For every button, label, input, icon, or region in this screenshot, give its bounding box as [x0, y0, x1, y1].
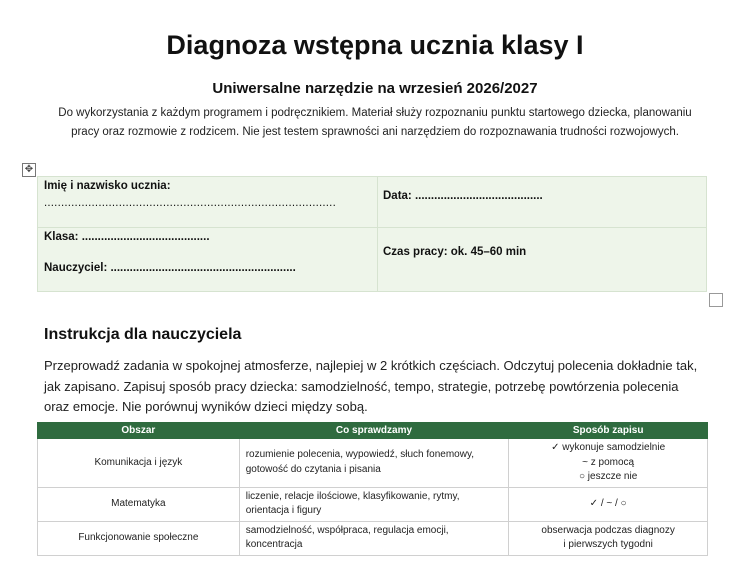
- record-line: obserwacja podczas diagnozy: [541, 524, 675, 536]
- check-cell: rozumienie polecenia, wypowiedź, słuch fonemowy, gotowość do czytania i pisania: [239, 439, 509, 488]
- table-row: [38, 487, 708, 521]
- record-line: ○ jeszcze nie: [578, 471, 638, 482]
- intro-paragraph: Do wykorzystania z każdym programem i podręcznikiem. Materiał służy rozpoznaniu punktu startowego dziecka, planowaniu pracy oraz rozmowie z rodzicem. Nie jest testem sprawności ani narzędziem do rozpoznawania trudności rozwojowych.: [58, 107, 692, 138]
- document-title: Diagnoza wstępna ucznia klasy I: [166, 30, 584, 60]
- column-header-area: Obszar: [38, 423, 240, 439]
- area-cell: Matematyka: [38, 487, 240, 521]
- record-cell: [509, 487, 708, 521]
- record-line: ✓ wykonuje samodzielnie: [551, 442, 666, 453]
- document-subtitle: Uniwersalne narzędzie na wrzesień 2026/2027: [212, 80, 538, 97]
- info-divider-horizontal: [38, 227, 706, 228]
- class-field[interactable]: Klasa: ........................................: [44, 231, 210, 243]
- area-cell: Funkcjonowanie społeczne: [38, 521, 240, 555]
- student-name-label[interactable]: Imię i nazwisko ucznia:: [44, 180, 171, 192]
- table-header-row: [38, 423, 708, 439]
- resize-icon[interactable]: [709, 293, 723, 307]
- table-row: [38, 439, 708, 488]
- instructions-paragraph: Przeprowadź zadania w spokojnej atmosferze, najlepiej w 2 krótkich częściach. Odczytuj polecenia dokładnie tak, jak zapisano. Zapisuj sposób pracy dziecka: samodzielność, tempo, strategie, potrzebę powtórzenia polecenia oraz emocje. Nie porównuj wyników dzieci między sobą.: [44, 358, 698, 414]
- work-time-field: Czas pracy: ok. 45–60 min: [383, 246, 527, 258]
- instructions-heading: Instrukcja dla nauczyciela: [44, 326, 242, 343]
- column-header-check: Co sprawdzamy: [239, 423, 509, 439]
- check-cell: samodzielność, współpraca, regulacja emocji, koncentracja: [239, 521, 509, 555]
- column-header-record: Sposób zapisu: [509, 423, 708, 439]
- teacher-field[interactable]: Nauczyciel: ..........................................................: [44, 262, 296, 274]
- assessment-areas-table: [37, 422, 708, 556]
- date-field[interactable]: Data: ........................................: [383, 190, 543, 202]
- move-icon[interactable]: ✥: [22, 163, 36, 177]
- check-cell: liczenie, relacje ilościowe, klasyfikowanie, rytmy, orientacja i figury: [239, 487, 509, 521]
- record-line: i pierwszych tygodni: [563, 539, 653, 550]
- table-row: [38, 521, 708, 555]
- record-cell: [509, 439, 708, 488]
- record-line: ✓ / ~ / ○: [589, 497, 627, 509]
- record-line: ~ z pomocą: [582, 456, 635, 468]
- student-name-field[interactable]: ......................................................................................: [44, 197, 336, 209]
- area-cell: Komunikacja i język: [38, 439, 240, 488]
- student-info-table: [37, 176, 707, 292]
- record-cell: [509, 521, 708, 555]
- info-divider-vertical: [377, 177, 378, 291]
